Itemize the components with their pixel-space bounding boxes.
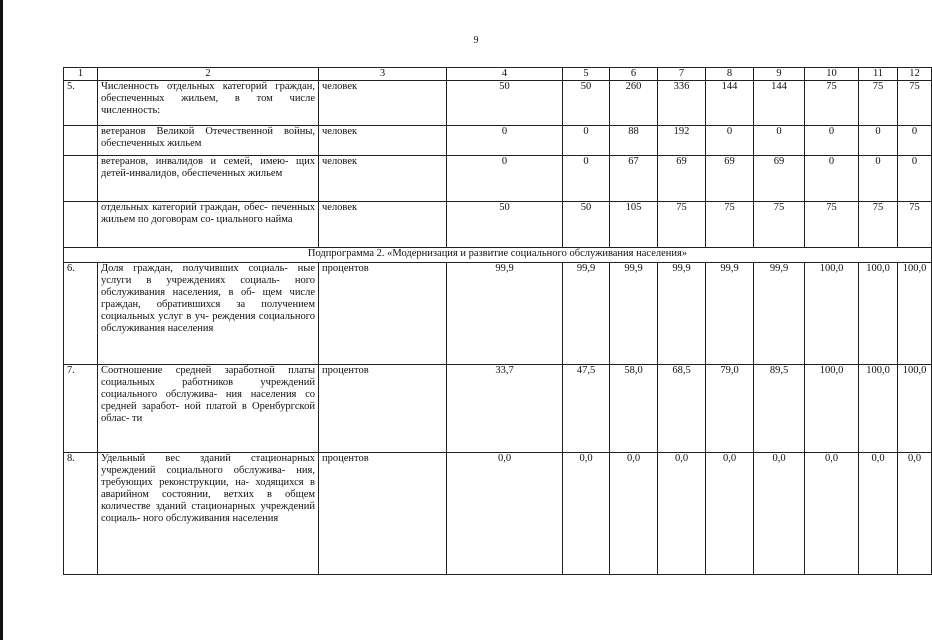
value-cell: 75 bbox=[754, 202, 805, 248]
value-cell: 0 bbox=[563, 156, 610, 202]
column-header: 11 bbox=[859, 68, 898, 81]
value-cell: 0,0 bbox=[706, 453, 754, 575]
column-header: 6 bbox=[610, 68, 658, 81]
value-cell: 105 bbox=[610, 202, 658, 248]
value-cell: 50 bbox=[563, 81, 610, 126]
value-cell: 99,9 bbox=[447, 263, 563, 365]
indicator-text: ветеранов, инвалидов и семей, имею- щих детей-инвалидов, обеспеченных жильем bbox=[98, 156, 319, 202]
value-cell: 0 bbox=[859, 126, 898, 156]
indicators-table bbox=[63, 67, 932, 575]
page-number: 9 bbox=[473, 35, 479, 46]
value-cell: 100,0 bbox=[805, 365, 859, 453]
value-cell: 0 bbox=[447, 156, 563, 202]
column-header: 3 bbox=[319, 68, 447, 81]
row-number: 7. bbox=[64, 365, 98, 453]
column-header: 8 bbox=[706, 68, 754, 81]
column-header: 10 bbox=[805, 68, 859, 81]
value-cell: 0,0 bbox=[754, 453, 805, 575]
value-cell: 58,0 bbox=[610, 365, 658, 453]
value-cell: 75 bbox=[859, 81, 898, 126]
header-row bbox=[64, 68, 932, 81]
value-cell: 75 bbox=[898, 81, 932, 126]
table-row bbox=[64, 365, 932, 453]
value-cell: 50 bbox=[447, 202, 563, 248]
indicator-text: Соотношение средней заработной платы социальных работников учреждений социального обслужива- ния населения со средней заработ- ной платой в Оренбургской облас- ти bbox=[98, 365, 319, 453]
value-cell: 336 bbox=[658, 81, 706, 126]
value-cell: 100,0 bbox=[859, 365, 898, 453]
value-cell: 33,7 bbox=[447, 365, 563, 453]
column-header: 1 bbox=[64, 68, 98, 81]
value-cell: 99,9 bbox=[754, 263, 805, 365]
value-cell: 0 bbox=[859, 156, 898, 202]
table-row bbox=[64, 453, 932, 575]
value-cell: 192 bbox=[658, 126, 706, 156]
table-row bbox=[64, 126, 932, 156]
value-cell: 69 bbox=[658, 156, 706, 202]
table-row bbox=[64, 81, 932, 126]
indicator-text: Численность отдельных категорий граждан, обеспеченных жильем, в том числе численность: bbox=[98, 81, 319, 126]
value-cell: 0 bbox=[447, 126, 563, 156]
unit-cell: процентов bbox=[319, 263, 447, 365]
value-cell: 0,0 bbox=[563, 453, 610, 575]
value-cell: 0 bbox=[706, 126, 754, 156]
row-number: 5. bbox=[64, 81, 98, 126]
row-number: 6. bbox=[64, 263, 98, 365]
value-cell: 100,0 bbox=[898, 263, 932, 365]
value-cell: 144 bbox=[754, 81, 805, 126]
indicator-text: Доля граждан, получивших социаль- ные услуги в учреждениях социаль- ного обслуживания населения, в об- щем числе граждан, обратившихся за получением социальных услуг в уч- реждения социального обслуживания населения bbox=[98, 263, 319, 365]
section-title: Подпрограмма 2. «Модернизация и развитие социального обслуживания населения» bbox=[64, 248, 932, 263]
column-header: 2 bbox=[98, 68, 319, 81]
column-header: 9 bbox=[754, 68, 805, 81]
value-cell: 75 bbox=[805, 202, 859, 248]
row-number bbox=[64, 202, 98, 248]
value-cell: 144 bbox=[706, 81, 754, 126]
value-cell: 79,0 bbox=[706, 365, 754, 453]
indicator-text: Удельный вес зданий стационарных учреждений социального обслужива- ния, требующих реконструкции, на- ходящихся в аварийном состоянии, ветхих в общем количестве зданий стационарных учреждений социаль- ного обслуживания населения bbox=[98, 453, 319, 575]
unit-cell: человек bbox=[319, 156, 447, 202]
value-cell: 260 bbox=[610, 81, 658, 126]
value-cell: 0 bbox=[898, 156, 932, 202]
value-cell: 0,0 bbox=[658, 453, 706, 575]
value-cell: 75 bbox=[805, 81, 859, 126]
value-cell: 99,9 bbox=[658, 263, 706, 365]
column-header: 7 bbox=[658, 68, 706, 81]
column-header: 5 bbox=[563, 68, 610, 81]
value-cell: 0 bbox=[898, 126, 932, 156]
unit-cell: процентов bbox=[319, 365, 447, 453]
value-cell: 75 bbox=[658, 202, 706, 248]
value-cell: 69 bbox=[754, 156, 805, 202]
column-header: 12 bbox=[898, 68, 932, 81]
value-cell: 99,9 bbox=[563, 263, 610, 365]
value-cell: 0,0 bbox=[805, 453, 859, 575]
unit-cell: человек bbox=[319, 81, 447, 126]
value-cell: 100,0 bbox=[805, 263, 859, 365]
section-row bbox=[64, 248, 932, 263]
value-cell: 68,5 bbox=[658, 365, 706, 453]
unit-cell: процентов bbox=[319, 453, 447, 575]
unit-cell: человек bbox=[319, 126, 447, 156]
value-cell: 0,0 bbox=[447, 453, 563, 575]
value-cell: 0,0 bbox=[610, 453, 658, 575]
value-cell: 50 bbox=[447, 81, 563, 126]
value-cell: 0 bbox=[805, 156, 859, 202]
value-cell: 0,0 bbox=[898, 453, 932, 575]
value-cell: 100,0 bbox=[859, 263, 898, 365]
value-cell: 88 bbox=[610, 126, 658, 156]
page-edge-line bbox=[0, 0, 3, 640]
table-row bbox=[64, 202, 932, 248]
value-cell: 0 bbox=[754, 126, 805, 156]
value-cell: 99,9 bbox=[610, 263, 658, 365]
value-cell: 0 bbox=[563, 126, 610, 156]
value-cell: 0,0 bbox=[859, 453, 898, 575]
value-cell: 99,9 bbox=[706, 263, 754, 365]
value-cell: 75 bbox=[859, 202, 898, 248]
value-cell: 50 bbox=[563, 202, 610, 248]
table-row bbox=[64, 156, 932, 202]
value-cell: 100,0 bbox=[898, 365, 932, 453]
row-number: 8. bbox=[64, 453, 98, 575]
indicator-text: ветеранов Великой Отечественной войны, обеспеченных жильем bbox=[98, 126, 319, 156]
value-cell: 67 bbox=[610, 156, 658, 202]
column-header: 4 bbox=[447, 68, 563, 81]
value-cell: 69 bbox=[706, 156, 754, 202]
value-cell: 89,5 bbox=[754, 365, 805, 453]
indicator-text: отдельных категорий граждан, обес- печенных жильем по договорам со- циального найма bbox=[98, 202, 319, 248]
value-cell: 75 bbox=[898, 202, 932, 248]
table-row bbox=[64, 263, 932, 365]
row-number bbox=[64, 126, 98, 156]
value-cell: 47,5 bbox=[563, 365, 610, 453]
value-cell: 75 bbox=[706, 202, 754, 248]
unit-cell: человек bbox=[319, 202, 447, 248]
value-cell: 0 bbox=[805, 126, 859, 156]
row-number bbox=[64, 156, 98, 202]
